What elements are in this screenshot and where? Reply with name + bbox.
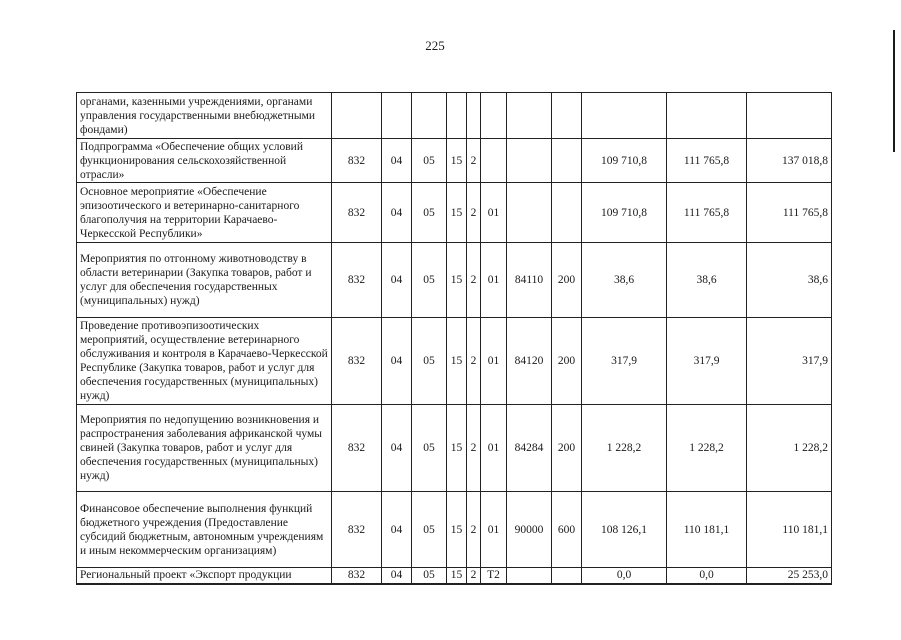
cell-expense-type: 200 <box>552 405 582 492</box>
row-description: Региональный проект «Экспорт продукции <box>77 568 332 584</box>
cell-amount-year1: 109 710,8 <box>582 139 667 183</box>
budget-table <box>76 92 832 585</box>
cell-event: 01 <box>481 243 507 318</box>
row-description: Мероприятия по отгонному животноводству в области ветеринарии (Закупка товаров, работ и услуг для обеспечения государственных (муниципальных) нужд) <box>77 243 332 318</box>
cell-subprogram: 2 <box>467 183 481 243</box>
cell-expense-type <box>552 183 582 243</box>
cell-ved: 832 <box>332 243 382 318</box>
cell-amount-year3 <box>747 93 832 139</box>
cell-event: Т2 <box>481 568 507 584</box>
cell-code <box>507 93 552 139</box>
cell-expense-type: 200 <box>552 318 582 405</box>
cell-expense-type <box>552 568 582 584</box>
cell-amount-year3: 38,6 <box>747 243 832 318</box>
cell-amount-year1: 108 126,1 <box>582 492 667 568</box>
cell-podrazdel <box>412 93 447 139</box>
page-number: 225 <box>425 38 445 53</box>
cell-razdel: 04 <box>382 492 412 568</box>
cell-ved <box>332 93 382 139</box>
cell-amount-year1: 38,6 <box>582 243 667 318</box>
cell-code: 84110 <box>507 243 552 318</box>
cell-code: 84284 <box>507 405 552 492</box>
row-description: Подпрограмма «Обеспечение общих условий функционирования сельскохозяйственной отрасли» <box>77 139 332 183</box>
cell-razdel: 04 <box>382 405 412 492</box>
table-row <box>77 405 832 492</box>
cell-program: 15 <box>447 243 467 318</box>
row-description: органами, казенными учреждениями, органами управления государственными внебюджетными фондами) <box>77 93 332 139</box>
table-row <box>77 139 832 183</box>
cell-podrazdel: 05 <box>412 405 447 492</box>
cell-subprogram: 2 <box>467 492 481 568</box>
cell-expense-type: 200 <box>552 243 582 318</box>
cell-event: 01 <box>481 405 507 492</box>
cell-podrazdel: 05 <box>412 243 447 318</box>
cell-expense-type <box>552 93 582 139</box>
cell-podrazdel: 05 <box>412 492 447 568</box>
cell-event <box>481 93 507 139</box>
cell-subprogram: 2 <box>467 568 481 584</box>
cell-amount-year2 <box>667 93 747 139</box>
cell-amount-year3: 111 765,8 <box>747 183 832 243</box>
table-row <box>77 492 832 568</box>
cell-amount-year2: 111 765,8 <box>667 183 747 243</box>
cell-subprogram: 2 <box>467 243 481 318</box>
table-row <box>77 568 832 584</box>
cell-razdel: 04 <box>382 183 412 243</box>
cell-podrazdel: 05 <box>412 568 447 584</box>
cell-event: 01 <box>481 492 507 568</box>
scan-edge-bar <box>893 30 895 152</box>
table-row <box>77 93 832 139</box>
cell-ved: 832 <box>332 318 382 405</box>
cell-amount-year3: 110 181,1 <box>747 492 832 568</box>
cell-subprogram <box>467 93 481 139</box>
cell-expense-type: 600 <box>552 492 582 568</box>
row-description: Основное мероприятие «Обеспечение эпизоотического и ветеринарно-санитарного благополучия на территории Карачаево-Черкесской Республики» <box>77 183 332 243</box>
cell-amount-year3: 25 253,0 <box>747 568 832 584</box>
row-description: Проведение противоэпизоотических мероприятий, осуществление ветеринарного обслуживания и контроля в Карачаево-Черкесской Республике (Закупка товаров, работ и услуг для обеспечения государственных (муниципальных) нужд) <box>77 318 332 405</box>
cell-program: 15 <box>447 139 467 183</box>
cell-program: 15 <box>447 405 467 492</box>
cell-amount-year2: 38,6 <box>667 243 747 318</box>
row-description: Финансовое обеспечение выполнения функций бюджетного учреждения (Предоставление субсидий бюджетным, автономным учреждениям и иным некоммерческим организациям) <box>77 492 332 568</box>
cell-program: 15 <box>447 492 467 568</box>
cell-program: 15 <box>447 568 467 584</box>
cell-amount-year1: 109 710,8 <box>582 183 667 243</box>
cell-amount-year1: 317,9 <box>582 318 667 405</box>
cell-razdel: 04 <box>382 243 412 318</box>
cell-razdel: 04 <box>382 318 412 405</box>
cell-amount-year3: 137 018,8 <box>747 139 832 183</box>
cell-amount-year2: 317,9 <box>667 318 747 405</box>
cell-subprogram: 2 <box>467 318 481 405</box>
cell-event: 01 <box>481 318 507 405</box>
cell-podrazdel: 05 <box>412 318 447 405</box>
cell-amount-year1: 1 228,2 <box>582 405 667 492</box>
cell-ved: 832 <box>332 183 382 243</box>
table-row <box>77 183 832 243</box>
cell-program: 15 <box>447 318 467 405</box>
cell-amount-year3: 1 228,2 <box>747 405 832 492</box>
cell-ved: 832 <box>332 492 382 568</box>
cell-amount-year2: 111 765,8 <box>667 139 747 183</box>
cell-ved: 832 <box>332 139 382 183</box>
cell-code: 84120 <box>507 318 552 405</box>
table-row <box>77 243 832 318</box>
cell-code <box>507 568 552 584</box>
cell-razdel <box>382 93 412 139</box>
cell-event: 01 <box>481 183 507 243</box>
cell-razdel: 04 <box>382 139 412 183</box>
cell-code: 90000 <box>507 492 552 568</box>
cell-code <box>507 183 552 243</box>
cell-amount-year1: 0,0 <box>582 568 667 584</box>
cell-amount-year1 <box>582 93 667 139</box>
cell-amount-year2: 110 181,1 <box>667 492 747 568</box>
cell-razdel: 04 <box>382 568 412 584</box>
cell-event <box>481 139 507 183</box>
row-description: Мероприятия по недопущению возникновения и распространения заболевания африканской чумы свиней (Закупка товаров, работ и услуг для обеспечения государственных (муниципальных) нужд) <box>77 405 332 492</box>
cell-subprogram: 2 <box>467 405 481 492</box>
table-row <box>77 318 832 405</box>
cell-subprogram: 2 <box>467 139 481 183</box>
cell-podrazdel: 05 <box>412 139 447 183</box>
cell-amount-year2: 0,0 <box>667 568 747 584</box>
cell-program <box>447 93 467 139</box>
cell-code <box>507 139 552 183</box>
cell-ved: 832 <box>332 568 382 584</box>
cell-amount-year2: 1 228,2 <box>667 405 747 492</box>
cell-program: 15 <box>447 183 467 243</box>
cell-amount-year3: 317,9 <box>747 318 832 405</box>
cell-ved: 832 <box>332 405 382 492</box>
cell-podrazdel: 05 <box>412 183 447 243</box>
cell-expense-type <box>552 139 582 183</box>
